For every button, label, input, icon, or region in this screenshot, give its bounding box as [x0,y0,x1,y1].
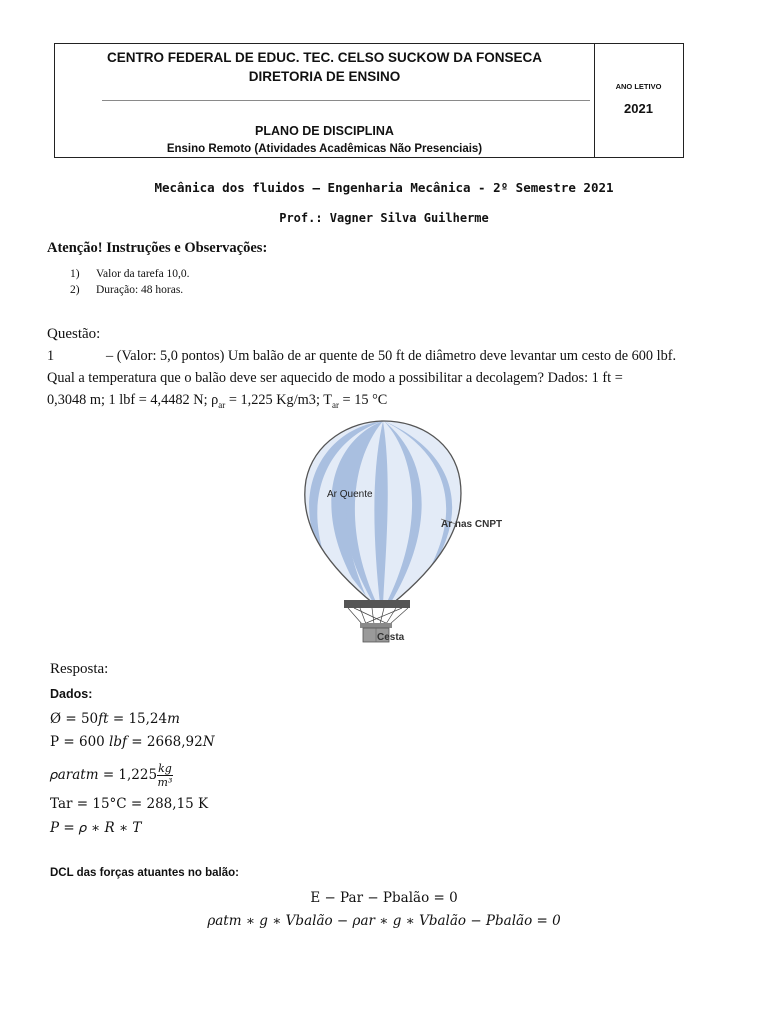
plan-title: PLANO DE DISCIPLINA [255,124,394,138]
question-line: – (Valor: 5,0 pontos) Um balão de ar quente de 50 ft de diâmetro deve levantar um cesto de 600 lbf. [106,348,677,364]
equation-ideal-gas: 𝑃 = 𝜌 ∗ 𝑅 ∗ 𝑇 [50,820,142,836]
header-divider [102,100,590,101]
course-title: Mecânica dos fluidos – Engenharia Mecânica - 2º Semestre 2021 [154,180,614,195]
instructions-heading: Atenção! Instruções e Observações: [47,240,268,256]
instruction-number: 1) [70,268,80,280]
document-header [54,43,684,158]
instruction-number: 2) [70,284,80,296]
question-line: Qual a temperatura que o balão deve ser aquecido de modo a possibilitar a decolagem? Dados: 1 ft = [47,370,623,386]
balloon-skirt [344,600,410,608]
institution-name: CENTRO FEDERAL DE EDUC. TEC. CELSO SUCKOW DA FONSECA [106,50,543,65]
equation-force-balance-expanded: 𝜌𝑎𝑡𝑚 ∗ 𝑔 ∗ 𝑉𝑏𝑎𝑙ã𝑜 − 𝜌𝑎𝑟 ∗ 𝑔 ∗ 𝑉𝑏𝑎𝑙ã𝑜 − 𝑃𝑏𝑎𝑙ã𝑜 = 0 [207,913,561,929]
equation-force-balance: E − Par − Pbalão = 0 [310,890,458,906]
equation-air-density: 𝜌𝑎𝑟𝑎𝑡𝑚 = 1,225 $\frac{kg}{\text{m³}}$ [50,762,173,789]
dcl-heading: DCL das forças atuantes no balão: [50,867,239,879]
question-data-line: 0,3048 m; 1 lbf = 4,4482 N; $\rho_{ar} = 1,225$ Kg/m3; $T_{ar} = 15$ °C [47,392,388,410]
label-air-cnpt: Ar nas CNPT [441,519,503,530]
instruction-item [70,284,183,296]
instruction-text: Duração: 48 horas. [96,284,184,296]
header-institution-cell [55,44,595,157]
data-heading: Dados: [50,687,93,701]
label-basket: Cesta [377,632,405,643]
plan-subtitle: Ensino Remoto (Atividades Acadêmicas Não Presenciais) [166,143,483,155]
professor-name: Prof.: Vagner Silva Guilherme [279,211,489,225]
header-year-cell [594,44,683,157]
year-value: 2021 [624,101,653,116]
label-hot-air: Ar Quente [327,489,373,500]
basket-rim [360,623,392,628]
equation-diameter: Ø = 50𝑓𝑡 = 15,24𝑚 [50,711,180,727]
question-label: Questão: [47,326,101,342]
answer-label: Resposta: [50,661,109,677]
institution-department: DIRETORIA DE ENSINO [248,69,401,84]
equation-weight: P = 600 𝑙𝑏𝑓 = 2668,92𝑁 [50,734,215,750]
basket-ropes [348,608,408,624]
equation-air-temperature: Tar = 15°C = 288,15 K [50,796,209,812]
year-label: ANO LETIVO [615,82,662,91]
instruction-text: Valor da tarefa 10,0. [96,268,190,280]
question-number: 1 [47,348,55,364]
hot-air-balloon-figure [270,418,520,650]
instruction-item [70,268,190,280]
